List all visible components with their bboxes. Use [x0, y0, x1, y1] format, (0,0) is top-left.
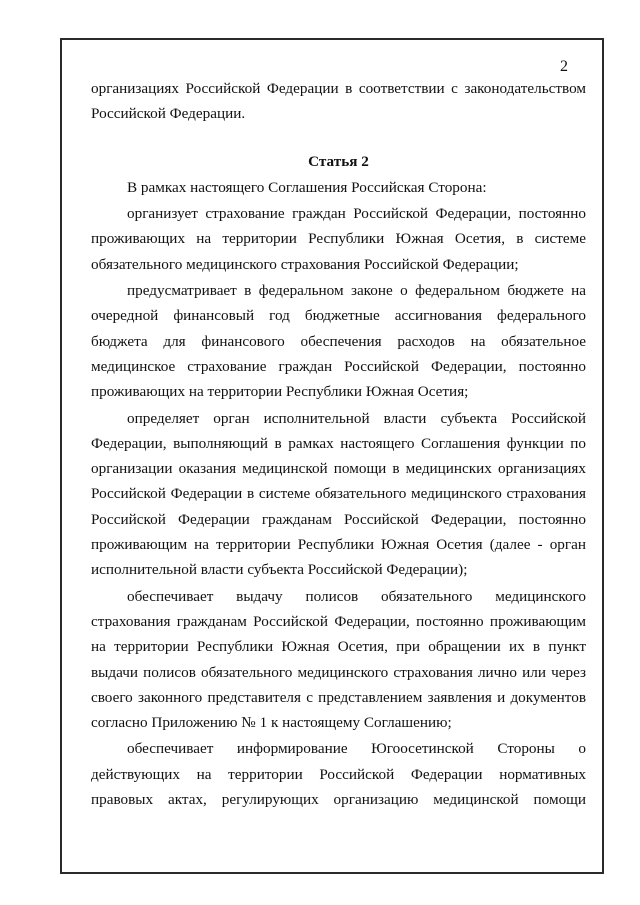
paragraph-2: предусматривает в федеральном законе о федеральном бюджете на очередной финансовый год бюджетные ассигнования федерального бюджета для финансового обеспечения расходов на обязательное медицинское страхование граждан Российской Федерации, постоянно проживающих на территории Республики Южная Осетия; — [91, 282, 586, 401]
paragraph-1: организует страхование граждан Российской Федерации, постоянно проживающих на территории Республики Южная Осетия, в системе обязательного медицинского страхования Российской Федерации; — [91, 205, 586, 273]
paragraph-5: обеспечивает информирование Югоосетинской Стороны о действующих на территории Российской Федерации нормативных правовых актах, регулирующих организацию медицинской помощи — [91, 740, 586, 809]
page-number: 2 — [560, 58, 568, 75]
intro-paragraph: В рамках настоящего Соглашения Российская Сторона: — [127, 178, 487, 196]
paragraph-3: определяет орган исполнительной власти субъекта Российской Федерации, выполняющий в рамках настоящего Соглашения функции по организации оказания медицинской помощи в медицинских организациях Российской Федерации в системе обязательного медицинского страхования Российской Федерации гражданам Российской Федерации, постоянно проживающим на территории Республики Южная Осетия (далее - орган исполнительной власти субъекта Российской Федерации); — [91, 409, 586, 579]
paragraph-4: обеспечивает выдачу полисов обязательного медицинского страхования гражданам Российской Федерации, постоянно проживающим на территории Республики Южная Осетия, при обращении их в пункт выдачи полисов обязательного медицинского страхования лично или через своего законного представителя с представлением заявления и документов согласно Приложению № 1 к настоящему Соглашению; — [91, 587, 586, 732]
article-title: Статья 2 — [308, 152, 369, 170]
continuation-paragraph: организациях Российской Федерации в соответствии с законодательством Российской Федерации. — [91, 80, 586, 123]
document-body — [91, 76, 586, 812]
